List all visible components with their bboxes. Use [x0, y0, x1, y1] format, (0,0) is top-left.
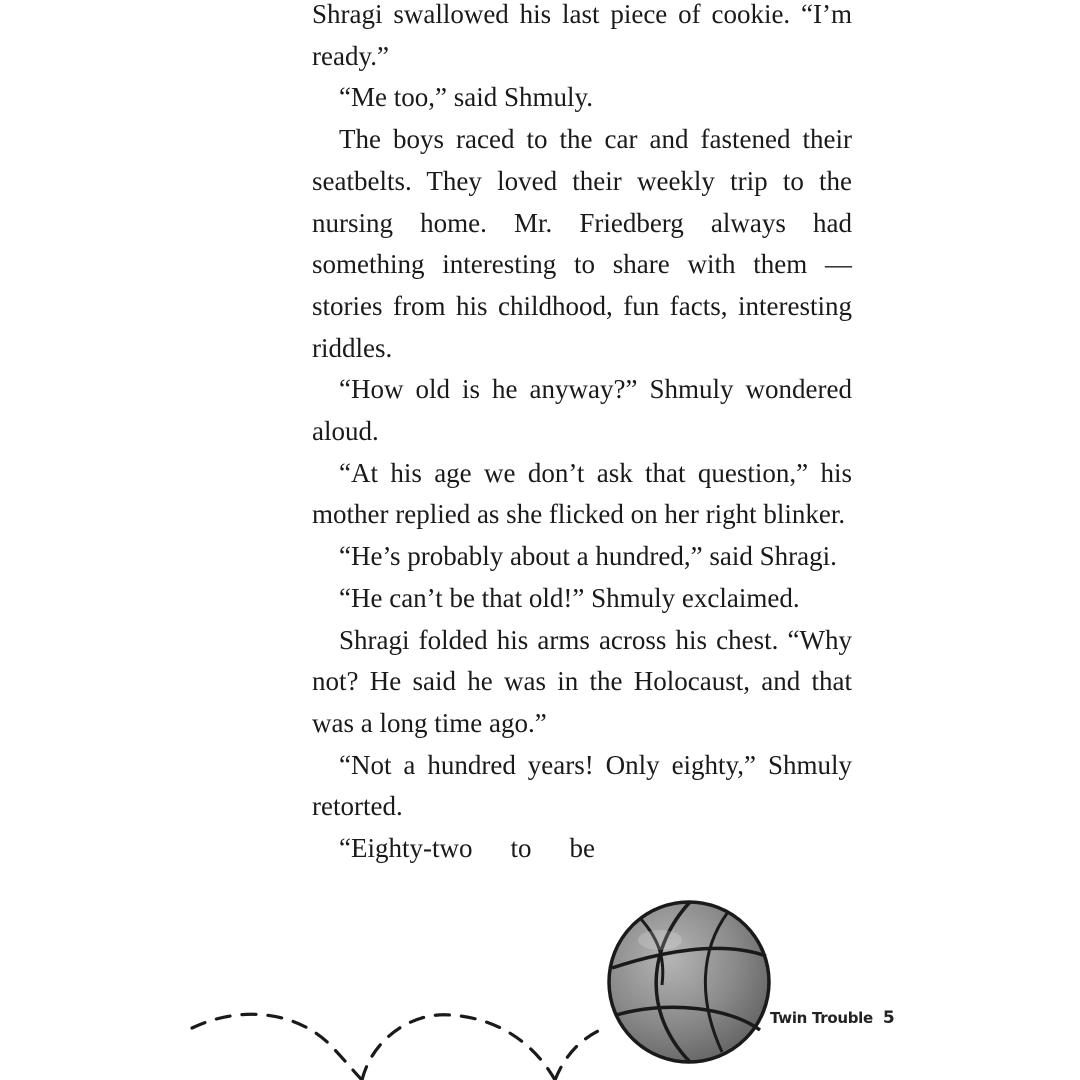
paragraph-2: “Me too,” said Shmuly. [339, 82, 593, 113]
paragraph-6: “He’s probably about a hundred,” said Shragi. [339, 541, 837, 572]
paragraph-9: “Not a hundred years! Only eighty,” Shmuly retorted. [312, 749, 852, 822]
paragraph-7: “He can’t be that old!” Shmuly exclaimed. [339, 582, 800, 613]
bounce-trail [192, 1014, 600, 1080]
paragraph-5: “At his age we don’t ask that question,” his mother replied as she flicked on her right blinker. [312, 457, 852, 530]
paragraph-1: Shragi swallowed his last piece of cookie. “I’m ready.” [312, 0, 852, 71]
book-title: Twin Trouble [770, 1009, 873, 1027]
page-footer [770, 1008, 894, 1028]
page-number: 5 [882, 1008, 895, 1028]
basketball-icon [609, 902, 769, 1062]
paragraph-8: Shragi folded his arms across his chest. “Why not? He said he was in the Holocaust, and that was a long time ago.” [312, 624, 852, 738]
paragraph-10: “Eighty-two to be [339, 833, 595, 864]
paragraph-3: The boys raced to the car and fastened their seatbelts. They loved their weekly trip to the nursing home. Mr. Friedberg always had something interesting to share with them — stories from his childhood, fun facts, interesting riddles. [312, 124, 852, 363]
paragraph-4: “How old is he anyway?” Shmuly wondered aloud. [312, 374, 852, 447]
